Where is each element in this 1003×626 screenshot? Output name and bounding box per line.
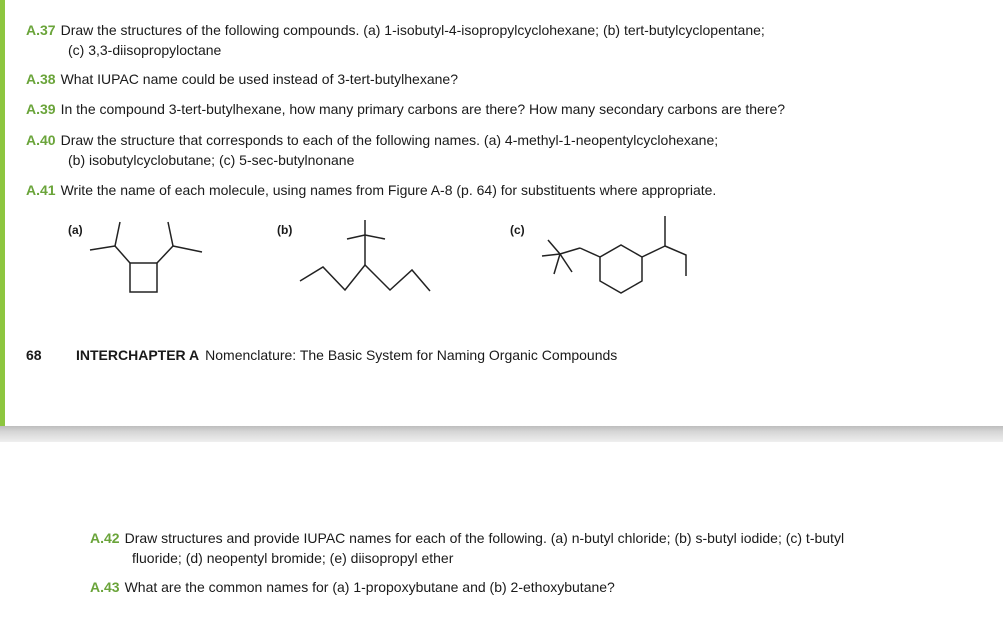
chapter-label: INTERCHAPTER A [76,347,200,363]
page-break-separator [0,426,1003,442]
problem-a40 [26,130,718,170]
structure-label-a: (a) [68,223,83,237]
problem-text: Draw structures and provide IUPAC names for each of the following. (a) n-butyl chloride; (b) s-butyl iodide; (c) t-butyl [124,530,845,546]
structure-label-b: (b) [277,223,293,237]
problem-a41 [26,180,716,200]
molecule-a-skeletal-structure [80,210,210,300]
problem-number: A.39 [26,101,56,117]
textbook-page-bottom [0,442,1003,626]
problem-a37 [26,20,765,60]
problem-a42 [90,528,844,568]
problem-text: What IUPAC name could be used instead of 3-tert-butylhexane? [60,71,458,87]
page-footer [26,347,617,363]
problem-number: A.43 [90,579,120,595]
page-number: 68 [26,347,42,363]
problem-a43 [90,577,615,597]
problem-text: What are the common names for (a) 1-propoxybutane and (b) 2-ethoxybutane? [124,579,615,595]
cyclobutane-ring [130,263,157,292]
problem-a38 [26,69,458,89]
problem-text-cont: (b) isobutylcyclobutane; (c) 5-sec-butylnonane [68,152,355,168]
problem-a39 [26,99,785,119]
problem-text: Write the name of each molecule, using names from Figure A-8 (p. 64) for substituents where appropriate. [60,182,717,198]
molecule-c-skeletal-structure [520,210,700,295]
problem-number: A.41 [26,182,56,198]
problem-number: A.40 [26,132,56,148]
margin-accent-bar [0,0,5,426]
problem-text: Draw the structure that corresponds to each of the following names. (a) 4-methyl-1-neopentylcyclohexane; [60,132,719,148]
structure-label-c: (c) [510,223,525,237]
problem-number: A.42 [90,530,120,546]
problem-text: In the compound 3-tert-butylhexane, how many primary carbons are there? How many secondary carbons are there? [60,101,786,117]
problem-text-cont: (c) 3,3-diisopropyloctane [68,42,222,58]
molecule-b-skeletal-structure [290,215,440,300]
cyclohexane-ring [600,245,642,293]
chapter-title: Nomenclature: The Basic System for Naming Organic Compounds [205,347,618,363]
problem-text-cont: fluoride; (d) neopentyl bromide; (e) diisopropyl ether [132,550,454,566]
problem-number: A.38 [26,71,56,87]
problem-text: Draw the structures of the following compounds. (a) 1-isobutyl-4-isopropylcyclohexane; (b) tert-butylcyclopentane; [60,22,765,38]
problem-number: A.37 [26,22,56,38]
